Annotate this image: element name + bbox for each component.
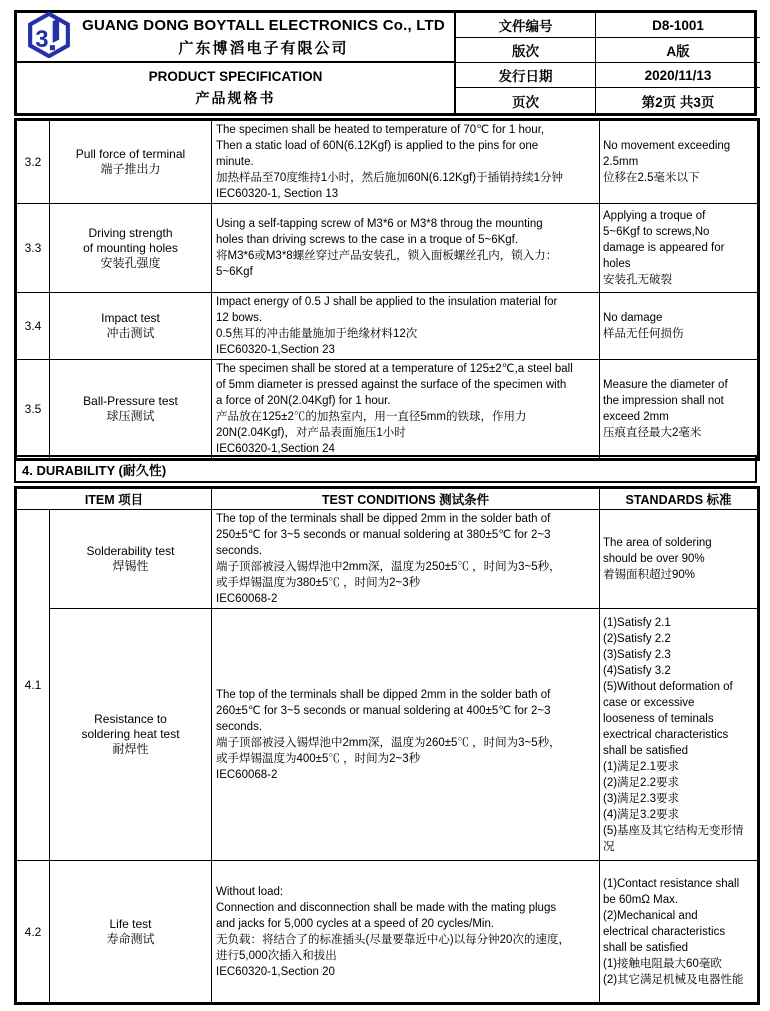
conditions-cell: Without load: Connection and disconnection shall be made with the mating plugs and jacks for 5,000 cycles at a speed of 20 cycles/Min. 无负载：将结合了的标准插头(尽量要靠近中心)以每分钟20次的速度， 进行5,000次插入和拔出 IEC60320-1,Section 20 (212, 861, 600, 1004)
table-header-row (16, 488, 759, 510)
conditions-cell: The top of the terminals shall be dipped 2mm in the solder bath of 260±5℃ for 3~5 seconds or manual soldering at 400±5℃ for 2~3 seconds. 端子顶部被浸入锡焊池中2mm深，温度为260±5℃ ，时间为3~5秒， 或手焊锡温度为400±5℃ ，时间为2~3秒 IEC60068-2 (212, 609, 600, 861)
item-cell: Impact test 冲击测试 (50, 293, 212, 360)
section4-heading: 4. DURABILITY (耐久性) (14, 455, 757, 483)
company-logo-icon (26, 12, 72, 63)
table-row (16, 120, 759, 204)
conditions-cell: Impact energy of 0.5 J shall be applied to the insulation material for 12 bows. 0.5焦耳的冲击能量施加于绝缘材料12次 IEC60320-1,Section 23 (212, 293, 600, 360)
standards-cell: No damage 样品无任何损伤 (600, 293, 759, 360)
issue-date-label: 发行日期 (456, 63, 596, 88)
doc-title-cn: 产品规格书 (195, 89, 276, 106)
table-row (16, 293, 759, 360)
standards-cell: No movement exceeding 2.5mm 位移在2.5毫米以下 (600, 120, 759, 204)
standards-cell: (1)Contact resistance shall be 60mΩ Max. (2)Mechanical and electrical characteristics shall be satisfied (1)接触电阻最大60毫欧 (2)其它满足机械及电器性能 (600, 861, 759, 1004)
table-row (16, 360, 759, 460)
item-cell: Solderability test 焊锡性 (50, 510, 212, 609)
row-number: 3.5 (16, 360, 50, 460)
row-number: 3.2 (16, 120, 50, 204)
item-cell: Life test 寿命测试 (50, 861, 212, 1004)
row-number: 4.1 (16, 510, 50, 861)
table-row (16, 861, 759, 1004)
doc-number-value: D8-1001 (596, 13, 760, 38)
item-cell: Pull force of terminal 端子推出力 (50, 120, 212, 204)
page-value: 第2页 共3页 (641, 94, 715, 110)
column-header-item: ITEM 项目 (16, 488, 212, 510)
row-number: 3.4 (16, 293, 50, 360)
company-name-cn: 广东博滔电子有限公司 (178, 39, 349, 57)
table-row (16, 510, 759, 609)
section4-table (14, 486, 760, 1005)
document-header (14, 10, 757, 116)
item-cell: Resistance to soldering heat test 耐焊性 (50, 609, 212, 861)
column-header-standards: STANDARDS 标准 (600, 488, 759, 510)
doc-title-block (17, 63, 456, 113)
page-label: 页次 (456, 88, 596, 113)
doc-title-en: PRODUCT SPECIFICATION (148, 68, 323, 84)
standards-cell: (1)Satisfy 2.1 (2)Satisfy 2.2 (3)Satisfy 2.3 (4)Satisfy 3.2 (5)Without deformation of case or excessive looseness of teminals exectrical characteristics shall be satisfied (1)满足2.1要求 (2)满足2.2要求 (3)满足2.3要求 (4)满足3.2要求 (5)基座及其它结构无变形情 况 (600, 609, 759, 861)
conditions-cell: The top of the terminals shall be dipped 2mm in the solder bath of 250±5℃ for 3~5 seconds or manual soldering at 380±5℃ for 2~3 seconds. 端子顶部被浸入锡焊池中2mm深，温度为250±5℃ ，时间为3~5秒， 或手焊锡温度为380±5℃ ，时间为2~3秒 IEC60068-2 (212, 510, 600, 609)
column-header-conditions: TEST CONDITIONS 测试条件 (212, 488, 600, 510)
company-name-en: GUANG DONG BOYTALL ELECTRONICS Co., LTD (82, 16, 445, 34)
standards-cell: The area of soldering should be over 90% 着锡面积超过90% (600, 510, 759, 609)
revision-value: A版 (596, 38, 760, 63)
standards-cell: Applying a troque of 5~6Kgf to screws,No damage is appeared for holes 安装孔无破裂 (600, 204, 759, 293)
item-cell: Driving strength of mounting holes 安装孔强度 (50, 204, 212, 293)
conditions-cell: Using a self-tapping screw of M3*6 or M3*8 throug the mounting holes than driving screws to the case in a troque of 5~6Kgf. 将M3*6或M3*8螺丝穿过产品安装孔，锁入面板螺丝孔内，锁入力： 5~6Kgf (212, 204, 600, 293)
row-number: 3.3 (16, 204, 50, 293)
issue-date-value: 2020/11/13 (596, 63, 760, 88)
section3-table (14, 118, 760, 461)
row-number: 4.2 (16, 861, 50, 1004)
company-name (82, 17, 445, 58)
conditions-cell: The specimen shall be stored at a temperature of 125±2℃,a steel ball of 5mm diameter is pressed against the surface of the specimen with a force of 20N(2.04Kgf) for 1 hour. 产品放在125±2℃的加热室内，用一直径5mm的铁球，作用力 20N(2.04Kgf)，对产品表面施压1小时 IEC60320-1,Section 24 (212, 360, 600, 460)
conditions-cell: The specimen shall be heated to temperature of 70℃ for 1 hour, Then a static load of 60N(6.12Kgf) is applied to the pins for one minute. 加热样品至70度维持1小时，然后施加60N(6.12Kgf)于插销持续1分钟 IEC60320-1, Section 13 (212, 120, 600, 204)
doc-number-label: 文件编号 (456, 13, 596, 38)
revision-label: 版次 (456, 38, 596, 63)
company-block (17, 13, 456, 63)
table-row (16, 609, 759, 861)
svg-text:3: 3 (35, 25, 49, 53)
item-cell: Ball-Pressure test 球压测试 (50, 360, 212, 460)
standards-cell: Measure the diameter of the impression shall not exceed 2mm 压痕直径最大2毫米 (600, 360, 759, 460)
table-row (16, 204, 759, 293)
